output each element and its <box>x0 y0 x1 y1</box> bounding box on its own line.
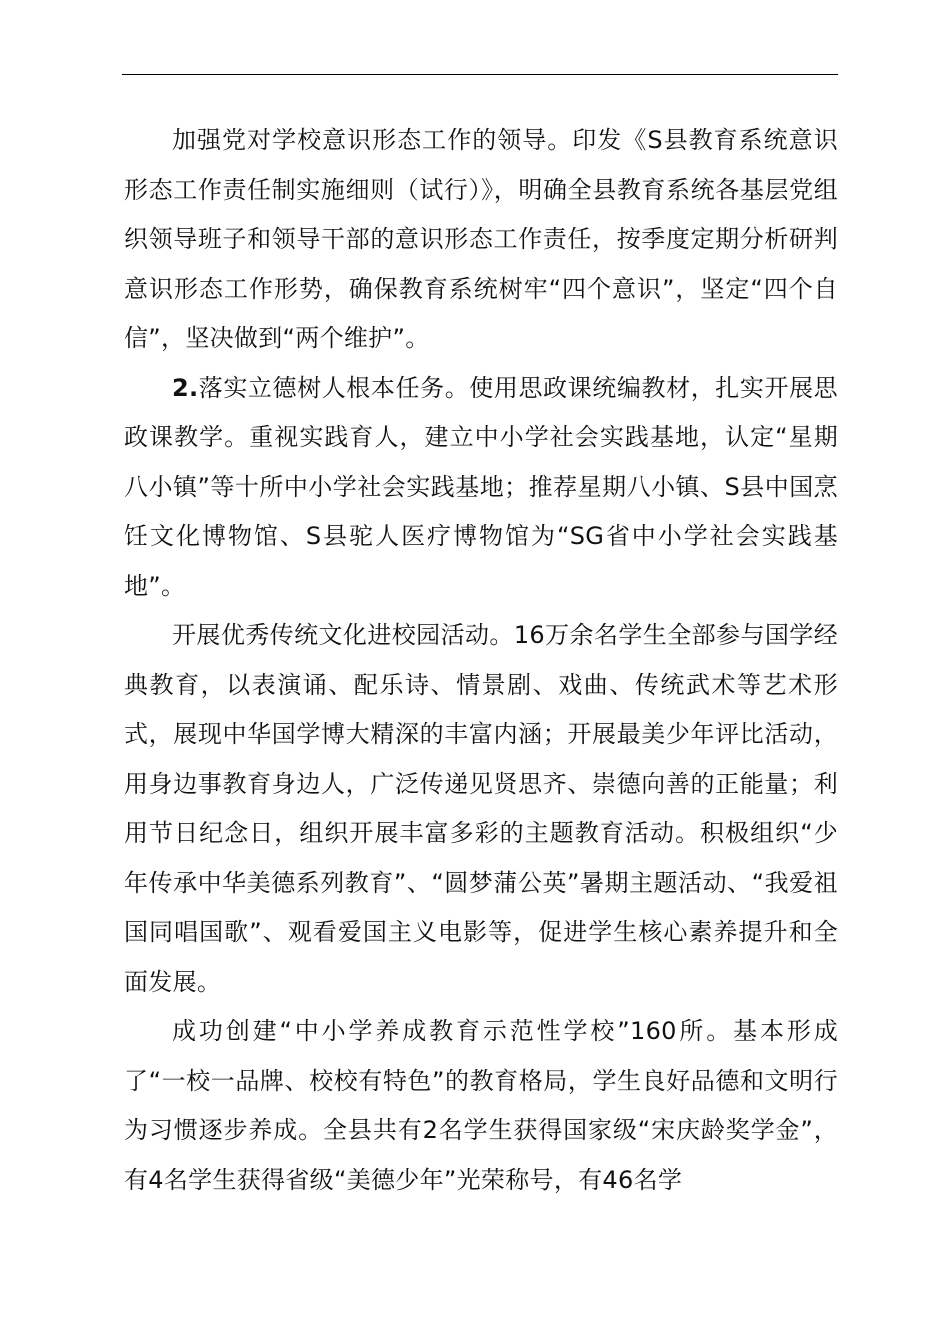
paragraph-moral-education <box>124 364 838 612</box>
paragraph-text: 成功创建“中小学养成教育示范性学校”160所。基本形成了“一校一品牌、校校有特色”的教育格局，学生良好品德和文明行为习惯逐步养成。全县共有2名学生获得国家级“宋庆龄奖学金”，有4名学生获得省级“美德少年”光荣称号，有46名学 <box>124 1017 838 1194</box>
paragraph-model-schools <box>124 1007 838 1205</box>
paragraph-ideology-leadership <box>124 116 838 364</box>
paragraph-number: 2. <box>172 373 199 402</box>
paragraph-text: 加强党对学校意识形态工作的领导。印发《S县教育系统意识形态工作责任制实施细则（试行）》，明确全县教育系统各基层党组织领导班子和领导干部的意识形态工作责任，按季度定期分析研判意识形态工作形势，确保教育系统树牢“四个意识”，坚定“四个自信”，坚决做到“两个维护”。 <box>124 126 838 352</box>
paragraph-traditional-culture <box>124 611 838 1007</box>
paragraph-text: 落实立德树人根本任务。使用思政课统编教材，扎实开展思政课教学。重视实践育人，建立中小学社会实践基地，认定“星期八小镇”等十所中小学社会实践基地；推荐星期八小镇、S县中国烹饪文化博物馆、S县驼人医疗博物馆为“SG省中小学社会实践基地”。 <box>124 373 838 600</box>
document-body <box>124 116 838 1205</box>
header-rule <box>122 74 838 75</box>
paragraph-text: 开展优秀传统文化进校园活动。16万余名学生全部参与国学经典教育，以表演诵、配乐诗、情景剧、戏曲、传统武术等艺术形式，展现中华国学博大精深的丰富内涵；开展最美少年评比活动，用身边事教育身边人，广泛传递见贤思齐、崇德向善的正能量；利用节日纪念日，组织开展丰富多彩的主题教育活动。积极组织“少年传承中华美德系列教育”、“圆梦蒲公英”暑期主题活动、“我爱祖国同唱国歌”、观看爱国主义电影等，促进学生核心素养提升和全面发展。 <box>124 621 838 996</box>
